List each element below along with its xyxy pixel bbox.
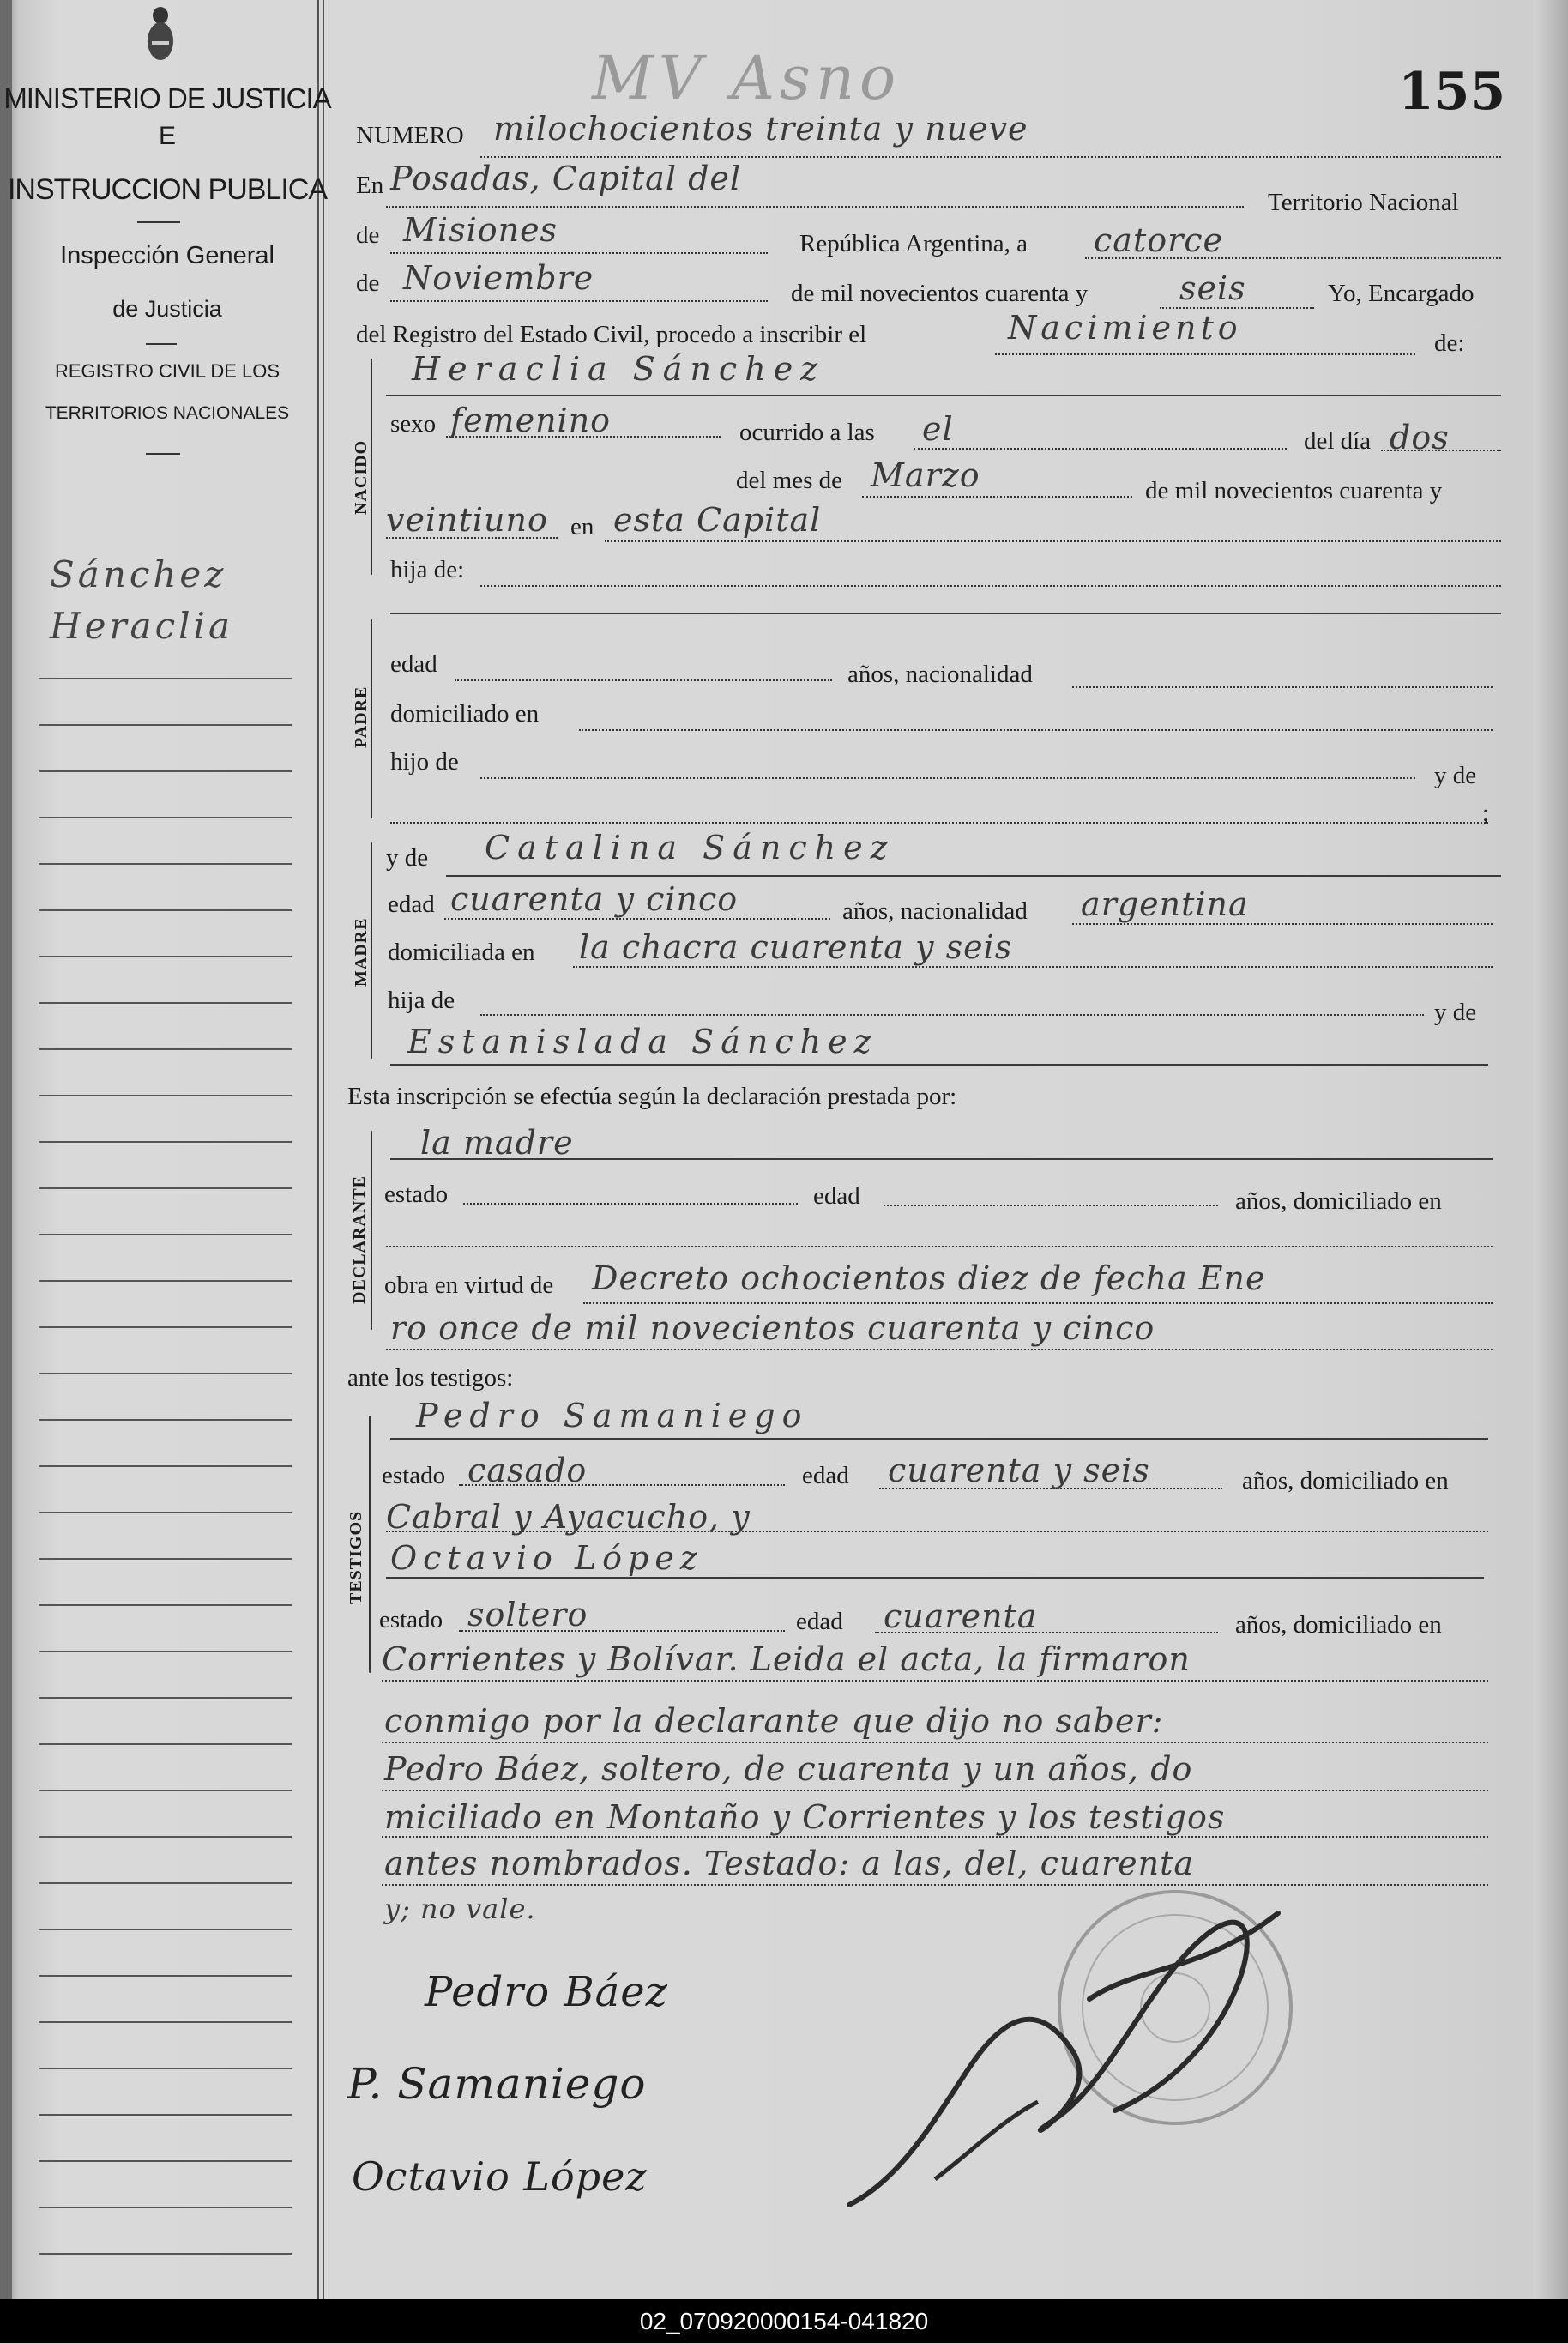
margin-rule-line	[39, 2207, 292, 2208]
padre-yde-label: y de	[1434, 762, 1477, 789]
madre-edad-value: cuarenta y cinco	[450, 880, 739, 918]
acto-value: Nacimiento	[1008, 309, 1242, 347]
padre-domicilio-line	[579, 729, 1493, 731]
madre-yde2-label: y de	[1434, 999, 1477, 1026]
mil-label: de mil novecientos cuarenta y	[791, 280, 1089, 307]
margin-rule-line	[39, 2068, 292, 2069]
nacido-dia-line	[1381, 450, 1501, 451]
margin-rule-line	[39, 1002, 292, 1004]
de-label: de	[356, 221, 380, 249]
declarante-section-label: DECLARANTE	[350, 1175, 369, 1304]
t2-edad-value: cuarenta	[884, 1597, 1038, 1635]
margin-rule-line	[39, 1558, 292, 1560]
ocurrido-label: ocurrido a las	[739, 419, 875, 446]
t1-domicilio-value: Cabral y Ayacucho, y	[386, 1498, 751, 1536]
declarante-domicilio-line	[386, 1246, 1493, 1247]
padre-name-line	[390, 613, 1501, 614]
nacido-dia-value: dos	[1390, 419, 1450, 456]
madre-anos-label: años, nacionalidad	[842, 897, 1028, 925]
margin-rule-line	[39, 1743, 292, 1745]
dia-line	[1085, 257, 1501, 259]
testigos-section-label: TESTIGOS	[347, 1510, 365, 1604]
yo-label: Yo, Encargado	[1328, 280, 1475, 307]
declarante-anos-label: años, domiciliado en	[1235, 1187, 1442, 1215]
note-rule-1	[382, 1742, 1488, 1743]
t1-edad-label: edad	[802, 1462, 849, 1489]
madre-hija-label: hija de	[388, 987, 455, 1014]
ministry-line1: MINISTERIO DE JUSTICIA	[3, 82, 331, 114]
nacido-mes-value: Marzo	[871, 456, 980, 494]
madre-domicilio-line	[573, 966, 1493, 968]
margin-rule-line	[39, 1465, 292, 1467]
padre-nac-line	[1072, 686, 1493, 688]
declarante-nombre-line	[390, 1158, 1493, 1160]
margin-rule-line	[39, 1048, 292, 1050]
note-rule-4	[382, 1884, 1488, 1886]
sexo-label: sexo	[390, 410, 437, 438]
binding-shadow	[0, 0, 12, 2299]
madre-nacionalidad-value: argentina	[1081, 885, 1249, 923]
note-line-5: y; no vale.	[384, 1893, 536, 1925]
margin-rule-line	[39, 1326, 292, 1328]
madre-abuela-value: Estanislada Sánchez	[407, 1023, 878, 1060]
signature-3: Octavio López	[352, 2153, 648, 2200]
acto-line	[995, 353, 1415, 355]
divider	[146, 343, 177, 345]
padre-edad-line	[455, 679, 832, 681]
signature-1: Pedro Báez	[425, 1968, 668, 2016]
margin-given-name: Heraclia	[50, 605, 234, 647]
margin-rule-double	[323, 0, 324, 2299]
republica-label: República Argentina, a	[799, 230, 1028, 257]
margin-rule-line	[39, 1882, 292, 1884]
t2-estado-label: estado	[379, 1606, 443, 1633]
margin-rule-line	[39, 1975, 292, 1977]
madre-yde-label: y de	[386, 844, 429, 872]
t2-edad-line	[875, 1632, 1218, 1633]
nacido-section-label: NACIDO	[352, 439, 371, 515]
declarante-bracket	[371, 1131, 372, 1330]
madre-nac-line	[1072, 923, 1493, 925]
padre-anos-label: años, nacionalidad	[847, 661, 1033, 688]
margin-rule-line	[39, 1512, 292, 1513]
declarante-estado-label: estado	[384, 1181, 449, 1208]
declarante-nombre-value: la madre	[420, 1124, 574, 1162]
sexo-value: femenino	[450, 402, 612, 439]
inspection-line1: Inspección General	[60, 242, 274, 269]
numero-value: milochocientos treinta y nueve	[493, 110, 1028, 148]
margin-rule-line	[39, 956, 292, 957]
de2-label: de	[356, 269, 380, 297]
registro-label: del Registro del Estado Civil, procedo a inscribir el	[356, 321, 867, 348]
t2-nombre-line	[386, 1577, 1484, 1579]
margin-rule-line	[39, 863, 292, 865]
t2-nombre-value: Octavio López	[390, 1539, 703, 1577]
margin-rule-line	[39, 1697, 292, 1699]
nombre-value: Heraclia Sánchez	[412, 350, 826, 388]
margin-rule-line	[39, 1141, 292, 1143]
registry-line1: REGISTRO CIVIL DE LOS	[54, 360, 280, 382]
margin-rule-line	[39, 1790, 292, 1791]
t2-anos-label: años, domiciliado en	[1235, 1611, 1442, 1639]
obra-label: obra en virtud de	[384, 1271, 554, 1299]
territorio-label: Territorio Nacional	[1268, 189, 1459, 216]
margin-rule-line	[39, 2160, 292, 2162]
nacido-anio-line	[386, 537, 558, 539]
nacido-lugar-line	[605, 540, 1501, 542]
margin-rule-line	[39, 1187, 292, 1189]
margin-rule-line	[39, 909, 292, 911]
page-number: 155	[1398, 62, 1506, 122]
madre-edad-label: edad	[388, 891, 435, 918]
madre-nombre-line	[446, 875, 1501, 877]
margin-rule-line	[39, 1836, 292, 1838]
anio-value: seis	[1179, 269, 1246, 307]
ministry-line2: E	[158, 122, 176, 150]
en-line	[386, 206, 1244, 208]
note-line-2: Pedro Báez, soltero, de cuarenta y un años, do	[384, 1750, 1193, 1788]
madre-edad-line	[444, 918, 830, 920]
margin-rule-line	[39, 724, 292, 726]
sexo-line	[446, 436, 721, 438]
note-line-4: antes nombrados. Testado: a las, del, cuarenta	[384, 1845, 1195, 1882]
padre-domicilio-label: domiciliado en	[390, 700, 540, 728]
hora-line	[914, 448, 1287, 450]
top-note: MV Asno	[592, 43, 902, 113]
margin-rule-line	[39, 2021, 292, 2023]
t1-estado-value: casado	[467, 1452, 588, 1489]
numero-line	[480, 156, 1501, 158]
nombre-line	[386, 395, 1501, 396]
ministry-line3: INSTRUCCION PUBLICA	[7, 173, 328, 206]
en-label: En	[356, 172, 384, 199]
margin-rule-line	[39, 678, 292, 679]
nacido-lugar-value: esta Capital	[613, 501, 822, 539]
padre-edad-label: edad	[390, 650, 437, 678]
margin-rule-line	[39, 1095, 292, 1096]
t1-nombre-value: Pedro Samaniego	[416, 1397, 809, 1434]
hijo-label: hija de:	[390, 556, 465, 583]
margin-surname: Sánchez	[50, 553, 227, 595]
del-mes-label: del mes de	[736, 467, 843, 494]
file-id-bar: 02_070920000154-041820	[0, 2299, 1568, 2343]
note-line-3: miciliado en Montaño y Corrientes y los testigos	[384, 1798, 1226, 1836]
padre-semicolon: ;	[1482, 800, 1490, 827]
margin-rule-line	[39, 1419, 292, 1421]
en-value: Posadas, Capital del	[390, 160, 742, 197]
madre-domicilio-label: domiciliada en	[388, 939, 535, 966]
obra-line-1	[583, 1302, 1493, 1304]
t2-estado-line	[459, 1630, 785, 1632]
nacido-anio-value: veintiuno	[386, 501, 548, 539]
note-line-1: conmigo por la declarante que dijo no saber:	[384, 1702, 1164, 1740]
declarante-edad-label: edad	[813, 1182, 860, 1210]
obra-value-1: Decreto ochocientos diez de fecha Ene	[592, 1259, 1266, 1297]
numero-label: NUMERO	[356, 122, 464, 149]
mes-line	[390, 300, 768, 302]
t2-domicilio-value: Corrientes y Bolívar. Leida el acta, la firmaron	[382, 1640, 1191, 1678]
de3-label: de:	[1434, 329, 1465, 357]
margin-rule-line	[39, 1280, 292, 1282]
nacido-mil-label: de mil novecientos cuarenta y	[1145, 477, 1443, 504]
margin-rule-line	[39, 1604, 292, 1606]
inspection-line2: de Justicia	[112, 296, 222, 322]
padre-hijo-label: hijo de	[390, 748, 459, 776]
nacido-en-label: en	[570, 513, 594, 540]
coat-of-arms-icon	[142, 3, 179, 67]
margin-rule-line	[39, 770, 292, 772]
divider	[146, 453, 180, 455]
padre-section-label: PADRE	[352, 685, 371, 748]
testigos-intro: ante los testigos:	[347, 1364, 514, 1392]
declarante-estado-line	[463, 1203, 798, 1205]
t1-anos-label: años, domiciliado en	[1242, 1467, 1449, 1495]
t1-estado-line	[459, 1484, 785, 1486]
note-rule-2	[382, 1790, 1488, 1791]
t1-domicilio-line	[386, 1531, 1488, 1532]
divider	[137, 221, 180, 223]
madre-nombre-value: Catalina Sánchez	[485, 829, 896, 867]
margin-rule-line	[39, 2114, 292, 2116]
margin-rule-line	[39, 1929, 292, 1930]
t1-edad-line	[879, 1488, 1222, 1489]
registrar-signature-icon	[832, 1896, 1312, 2222]
testigos-bracket	[369, 1416, 371, 1673]
t1-estado-label: estado	[382, 1462, 446, 1489]
t2-domicilio-line	[382, 1680, 1488, 1682]
del-dia-label: del día	[1304, 427, 1372, 455]
margin-rule	[317, 0, 319, 2299]
margin-rule-line	[39, 1651, 292, 1652]
padre-hijo-line	[480, 777, 1415, 779]
hora-value: el	[922, 410, 954, 448]
mes-value: Noviembre	[403, 259, 594, 297]
obra-value-2: ro once de mil novecientos cuarenta y cinco	[390, 1309, 1155, 1347]
registry-line2: TERRITORIOS NACIONALES	[45, 403, 290, 423]
madre-abuela-line	[390, 1064, 1488, 1066]
t1-edad-value: cuarenta y seis	[888, 1452, 1150, 1489]
obra-line-2	[386, 1349, 1493, 1350]
nacido-mes-line	[862, 496, 1132, 498]
margin-rule-line	[39, 1373, 292, 1374]
hijo-line	[480, 585, 1501, 587]
note-rule-3	[382, 1836, 1488, 1838]
madre-section-label: MADRE	[352, 917, 371, 987]
provincia-value: Misiones	[403, 211, 558, 249]
declarante-intro: Esta inscripción se efectúa según la declaración prestada por:	[347, 1083, 957, 1110]
margin-rule-line	[39, 817, 292, 818]
madre-hija-line	[480, 1014, 1424, 1016]
margin-rule-line	[39, 2253, 292, 2255]
signature-2: P. Samaniego	[347, 2059, 647, 2109]
declarante-edad-line	[884, 1205, 1218, 1206]
t2-edad-label: edad	[796, 1608, 843, 1635]
margin-rule-line	[39, 1234, 292, 1235]
padre-yde-line	[390, 822, 1488, 824]
provincia-line	[390, 252, 768, 254]
t2-estado-value: soltero	[467, 1596, 588, 1633]
page-edge	[1534, 0, 1568, 2299]
dia-value: catorce	[1094, 221, 1224, 259]
t1-nombre-line	[390, 1438, 1488, 1440]
madre-domicilio-value: la chacra cuarenta y seis	[579, 928, 1013, 966]
